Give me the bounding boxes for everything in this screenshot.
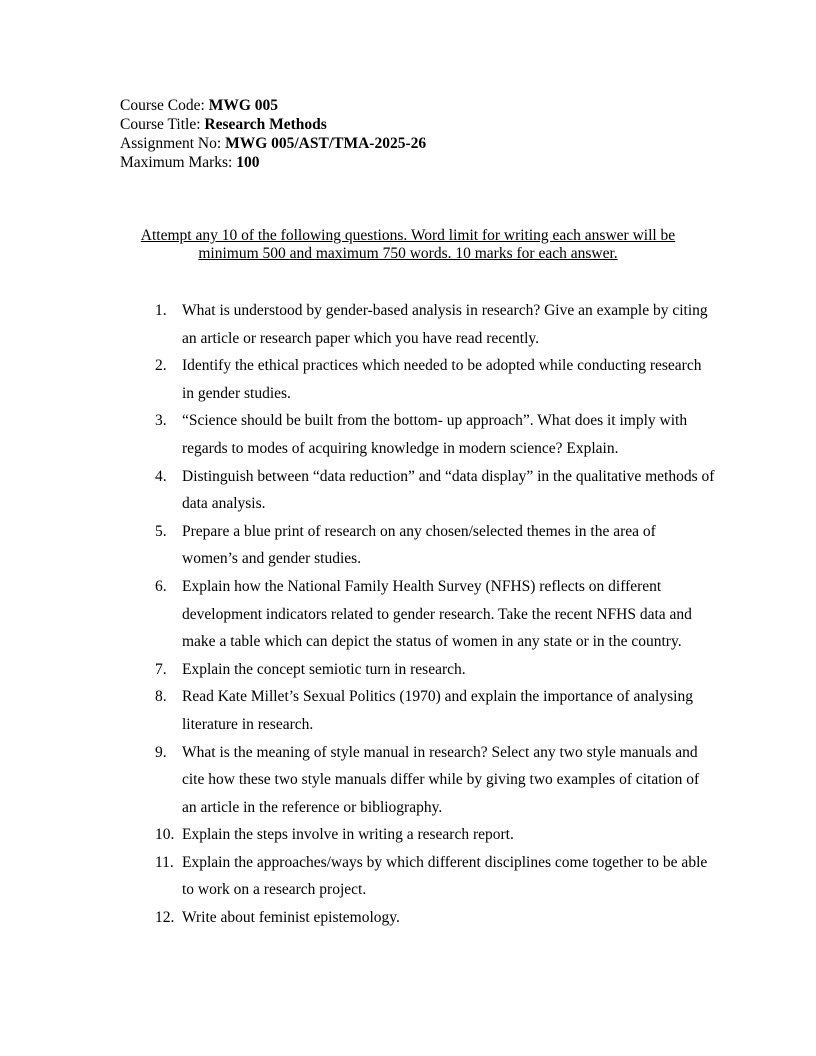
course-code-label: Course Code: (120, 97, 209, 114)
instructions-line-1: Attempt any 10 of the following questions. Word limit for writing each answer will be (140, 227, 676, 244)
question-number: 2. (155, 357, 167, 375)
maximum-marks-value: 100 (236, 154, 260, 171)
question-text: What is the meaning of style manual in research? Select any two style manuals and cite how these two style manuals differ while by giving two examples of citation of an article in the reference or bibliography. (182, 743, 700, 816)
question-number: 6. (155, 577, 167, 595)
course-code-value: MWG 005 (208, 97, 278, 114)
question-text: Distinguish between “data reduction” and “data display” in the qualitative methods of data analysis. (182, 467, 715, 513)
maximum-marks-label: Maximum Marks: (120, 154, 237, 171)
question-text: Explain the concept semiotic turn in research. (182, 660, 466, 678)
question-number: 11. (155, 853, 174, 871)
question-item (155, 683, 715, 738)
question-number: 12. (155, 909, 175, 927)
question-text: Explain the approaches/ways by which different disciplines come together to be able to work on a research project. (182, 853, 708, 899)
instructions-line-2: minimum 500 and maximum 750 words. 10 marks for each answer. (198, 245, 618, 262)
question-number: 5. (155, 522, 167, 540)
question-item (155, 297, 715, 352)
question-number: 1. (155, 302, 167, 319)
question-list (155, 297, 715, 932)
question-item (155, 518, 715, 573)
question-item (155, 849, 715, 904)
question-item (155, 463, 715, 518)
question-number: 7. (155, 660, 167, 678)
question-text: Write about feminist epistemology. (182, 909, 400, 927)
question-number: 10. (155, 826, 175, 844)
assignment-number-value: MWG 005/AST/TMA-2025-26 (225, 135, 427, 152)
question-text: Prepare a blue print of research on any chosen/selected themes in the area of women’s and gender studies. (182, 522, 656, 568)
question-item (155, 904, 715, 932)
question-item (155, 407, 715, 462)
question-item (155, 739, 715, 822)
question-text: Explain how the National Family Health Survey (NFHS) reflects on different development indicators related to gender research. Take the recent NFHS data and make a table which can depict the status of women in any state or in the country. (182, 577, 692, 651)
course-title-line (120, 115, 426, 134)
question-text: Identify the ethical practices which needed to be adopted while conducting research in gender studies. (182, 357, 702, 402)
question-number: 8. (155, 688, 167, 706)
course-title-value: Research Methods (204, 116, 327, 133)
course-header (120, 96, 426, 172)
question-text: “Science should be built from the bottom- up approach”. What does it imply with regards to modes of acquiring knowledge in modern science? Explain. (182, 412, 688, 457)
assignment-number-line (120, 134, 426, 153)
maximum-marks-line (120, 153, 426, 172)
assignment-number-label: Assignment No: (120, 135, 226, 152)
question-item (155, 352, 715, 407)
question-item (155, 573, 715, 656)
question-item (155, 821, 715, 849)
course-code-line (120, 96, 426, 115)
question-number: 4. (155, 467, 167, 485)
question-number: 3. (155, 412, 167, 430)
question-text: Read Kate Millet’s Sexual Politics (1970) and explain the importance of analysing literature in research. (182, 688, 693, 733)
question-number: 9. (155, 743, 167, 761)
question-text: Explain the steps involve in writing a research report. (182, 826, 514, 844)
course-title-label: Course Title: (120, 116, 205, 133)
instructions (120, 227, 696, 263)
question-item (155, 656, 715, 684)
question-text: What is understood by gender-based analysis in research? Give an example by citing an article or research paper which you have read recently. (182, 302, 708, 347)
